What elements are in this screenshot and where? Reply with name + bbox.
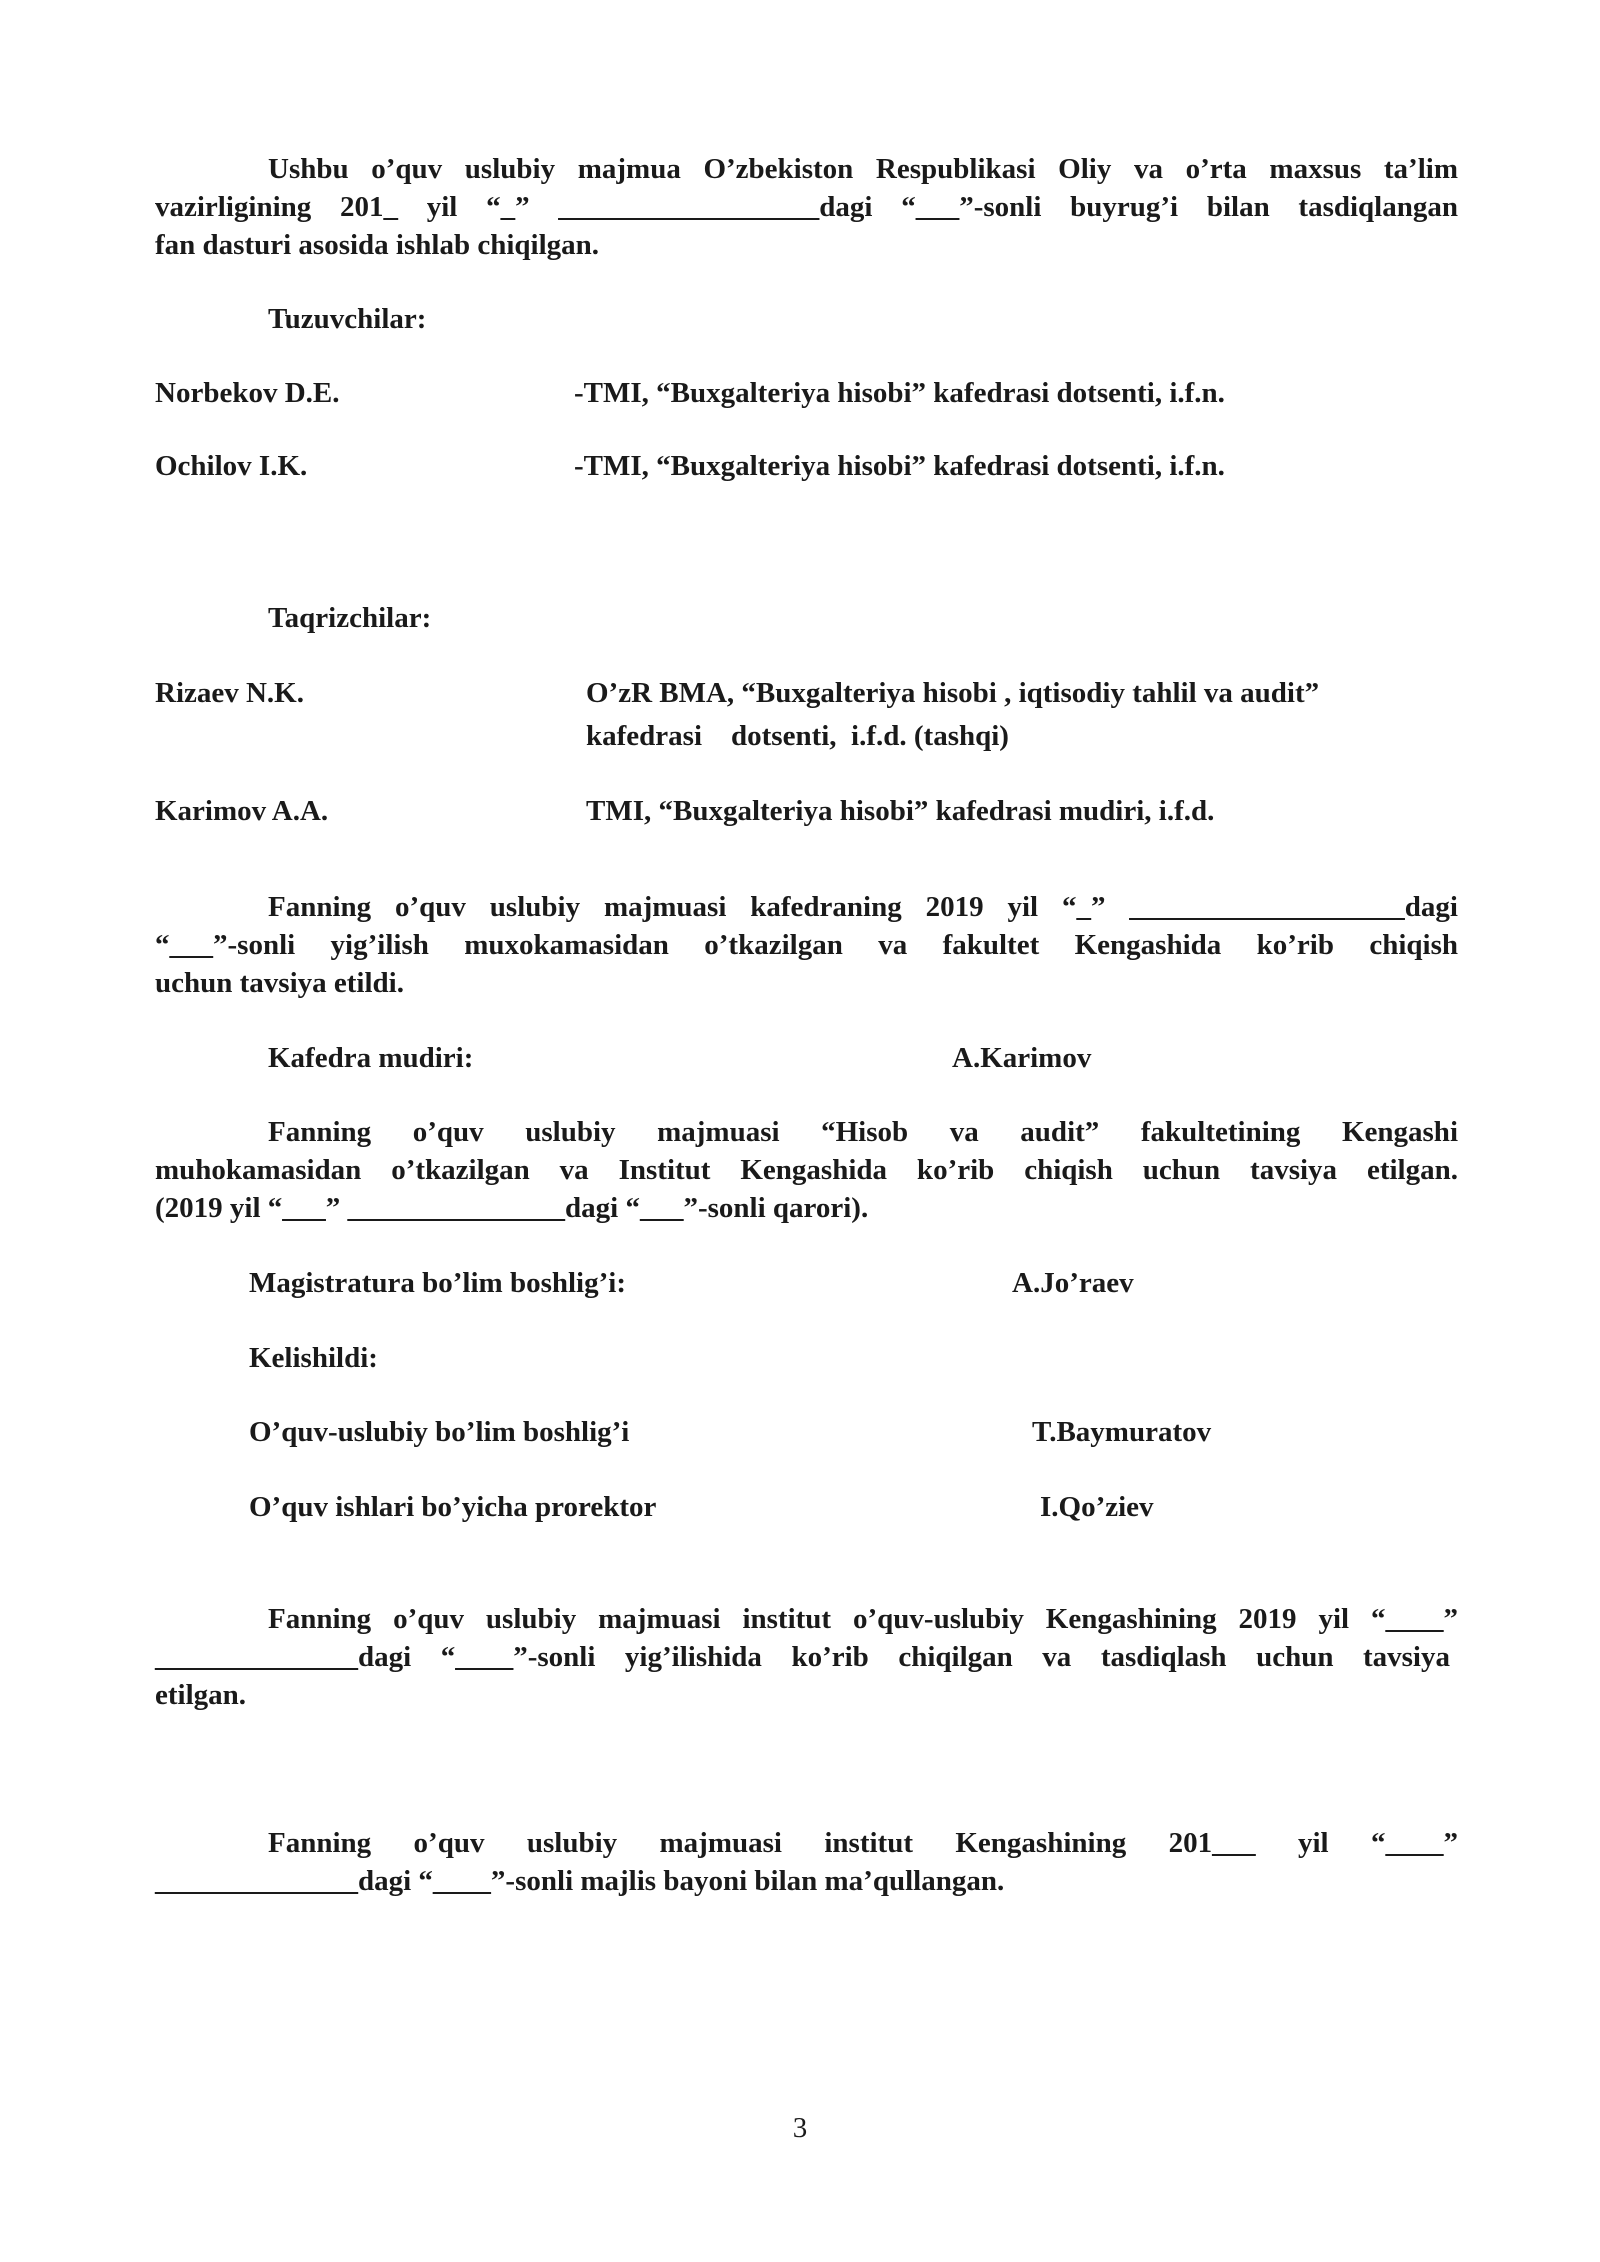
institute-review-line-3: etilgan. bbox=[155, 1679, 247, 1711]
dept-head-label: Kafedra mudiri: bbox=[268, 1042, 474, 1074]
institute-approval-line-1: Fanning o’quv uslubiy majmuasi institut Kengashining 201___ yil “____” bbox=[268, 1827, 1458, 1859]
institute-review-line-1: Fanning o’quv uslubiy majmuasi institut o’quv-uslubiy Kengashining 2019 yil “____” bbox=[268, 1603, 1458, 1635]
author-role-1: -TMI, “Buxgalteriya hisobi” kafedrasi dotsenti, i.f.n. bbox=[574, 377, 1225, 409]
dept-review-line-3: uchun tavsiya etildi. bbox=[155, 967, 404, 999]
methodical-head-name: T.Baymuratov bbox=[1032, 1416, 1212, 1448]
magistracy-head-label: Magistratura bo’lim boshlig’i: bbox=[249, 1267, 626, 1299]
magistracy-head-name: A.Jo’raev bbox=[1012, 1267, 1134, 1299]
prorector-name: I.Qo’ziev bbox=[1040, 1491, 1154, 1523]
agreed-label: Kelishildi: bbox=[249, 1342, 378, 1374]
author-name-2: Ochilov I.K. bbox=[155, 450, 308, 482]
methodical-head-label: O’quv-uslubiy bo’lim boshlig’i bbox=[249, 1416, 630, 1448]
intro-line-3: fan dasturi asosida ishlab chiqilgan. bbox=[155, 229, 600, 261]
prorector-label: O’quv ishlari bo’yicha prorektor bbox=[249, 1491, 657, 1523]
intro-line-1: Ushbu o’quv uslubiy majmua O’zbekiston Respublikasi Oliy va o’rta maxsus ta’lim bbox=[268, 153, 1458, 185]
reviewer-role-1-line-2: kafedrasi dotsenti, i.f.d. (tashqi) bbox=[586, 720, 1009, 752]
institute-approval-line-2: ______________dagi “____”-sonli majlis bayoni bilan ma’qullangan. bbox=[155, 1865, 1005, 1897]
reviewer-name-2: Karimov A.A. bbox=[155, 795, 329, 827]
dept-review-line-2: “___”-sonli yig’ilish muxokamasidan o’tkazilgan va fakultet Kengashida ko’rib chiqish bbox=[155, 929, 1458, 961]
faculty-review-line-3: (2019 yil “___” _______________dagi “___”-sonli qarori). bbox=[155, 1192, 869, 1224]
dept-head-name: A.Karimov bbox=[952, 1042, 1092, 1074]
page-number: 3 bbox=[792, 2112, 808, 2144]
reviewers-heading: Taqrizchilar: bbox=[268, 602, 432, 634]
dept-review-line-1: Fanning o’quv uslubiy majmuasi kafedraning 2019 yil “_” ___________________dagi bbox=[268, 891, 1458, 923]
reviewer-role-2-line-1: TMI, “Buxgalteriya hisobi” kafedrasi mudiri, i.f.d. bbox=[586, 795, 1215, 827]
faculty-review-line-1: Fanning o’quv uslubiy majmuasi “Hisob va audit” fakultetining Kengashi bbox=[268, 1116, 1458, 1148]
author-name-1: Norbekov D.E. bbox=[155, 377, 340, 409]
faculty-review-line-2: muhokamasidan o’tkazilgan va Institut Kengashida ko’rib chiqish uchun tavsiya etilgan. bbox=[155, 1154, 1458, 1186]
intro-line-2: vazirligining 201_ yil “_” __________________dagi “___”-sonli buyrug’i bilan tasdiqlangan bbox=[155, 191, 1458, 223]
author-role-2: -TMI, “Buxgalteriya hisobi” kafedrasi dotsenti, i.f.n. bbox=[574, 450, 1225, 482]
institute-review-line-2: ______________dagi “____”-sonli yig’ilishida ko’rib chiqilgan va tasdiqlash uchun tavsiya bbox=[155, 1641, 1450, 1673]
reviewer-name-1: Rizaev N.K. bbox=[155, 677, 304, 709]
authors-heading: Tuzuvchilar: bbox=[268, 303, 427, 335]
reviewer-role-1-line-1: O’zR BMA, “Buxgalteriya hisobi , iqtisodiy tahlil va audit” bbox=[586, 677, 1320, 709]
